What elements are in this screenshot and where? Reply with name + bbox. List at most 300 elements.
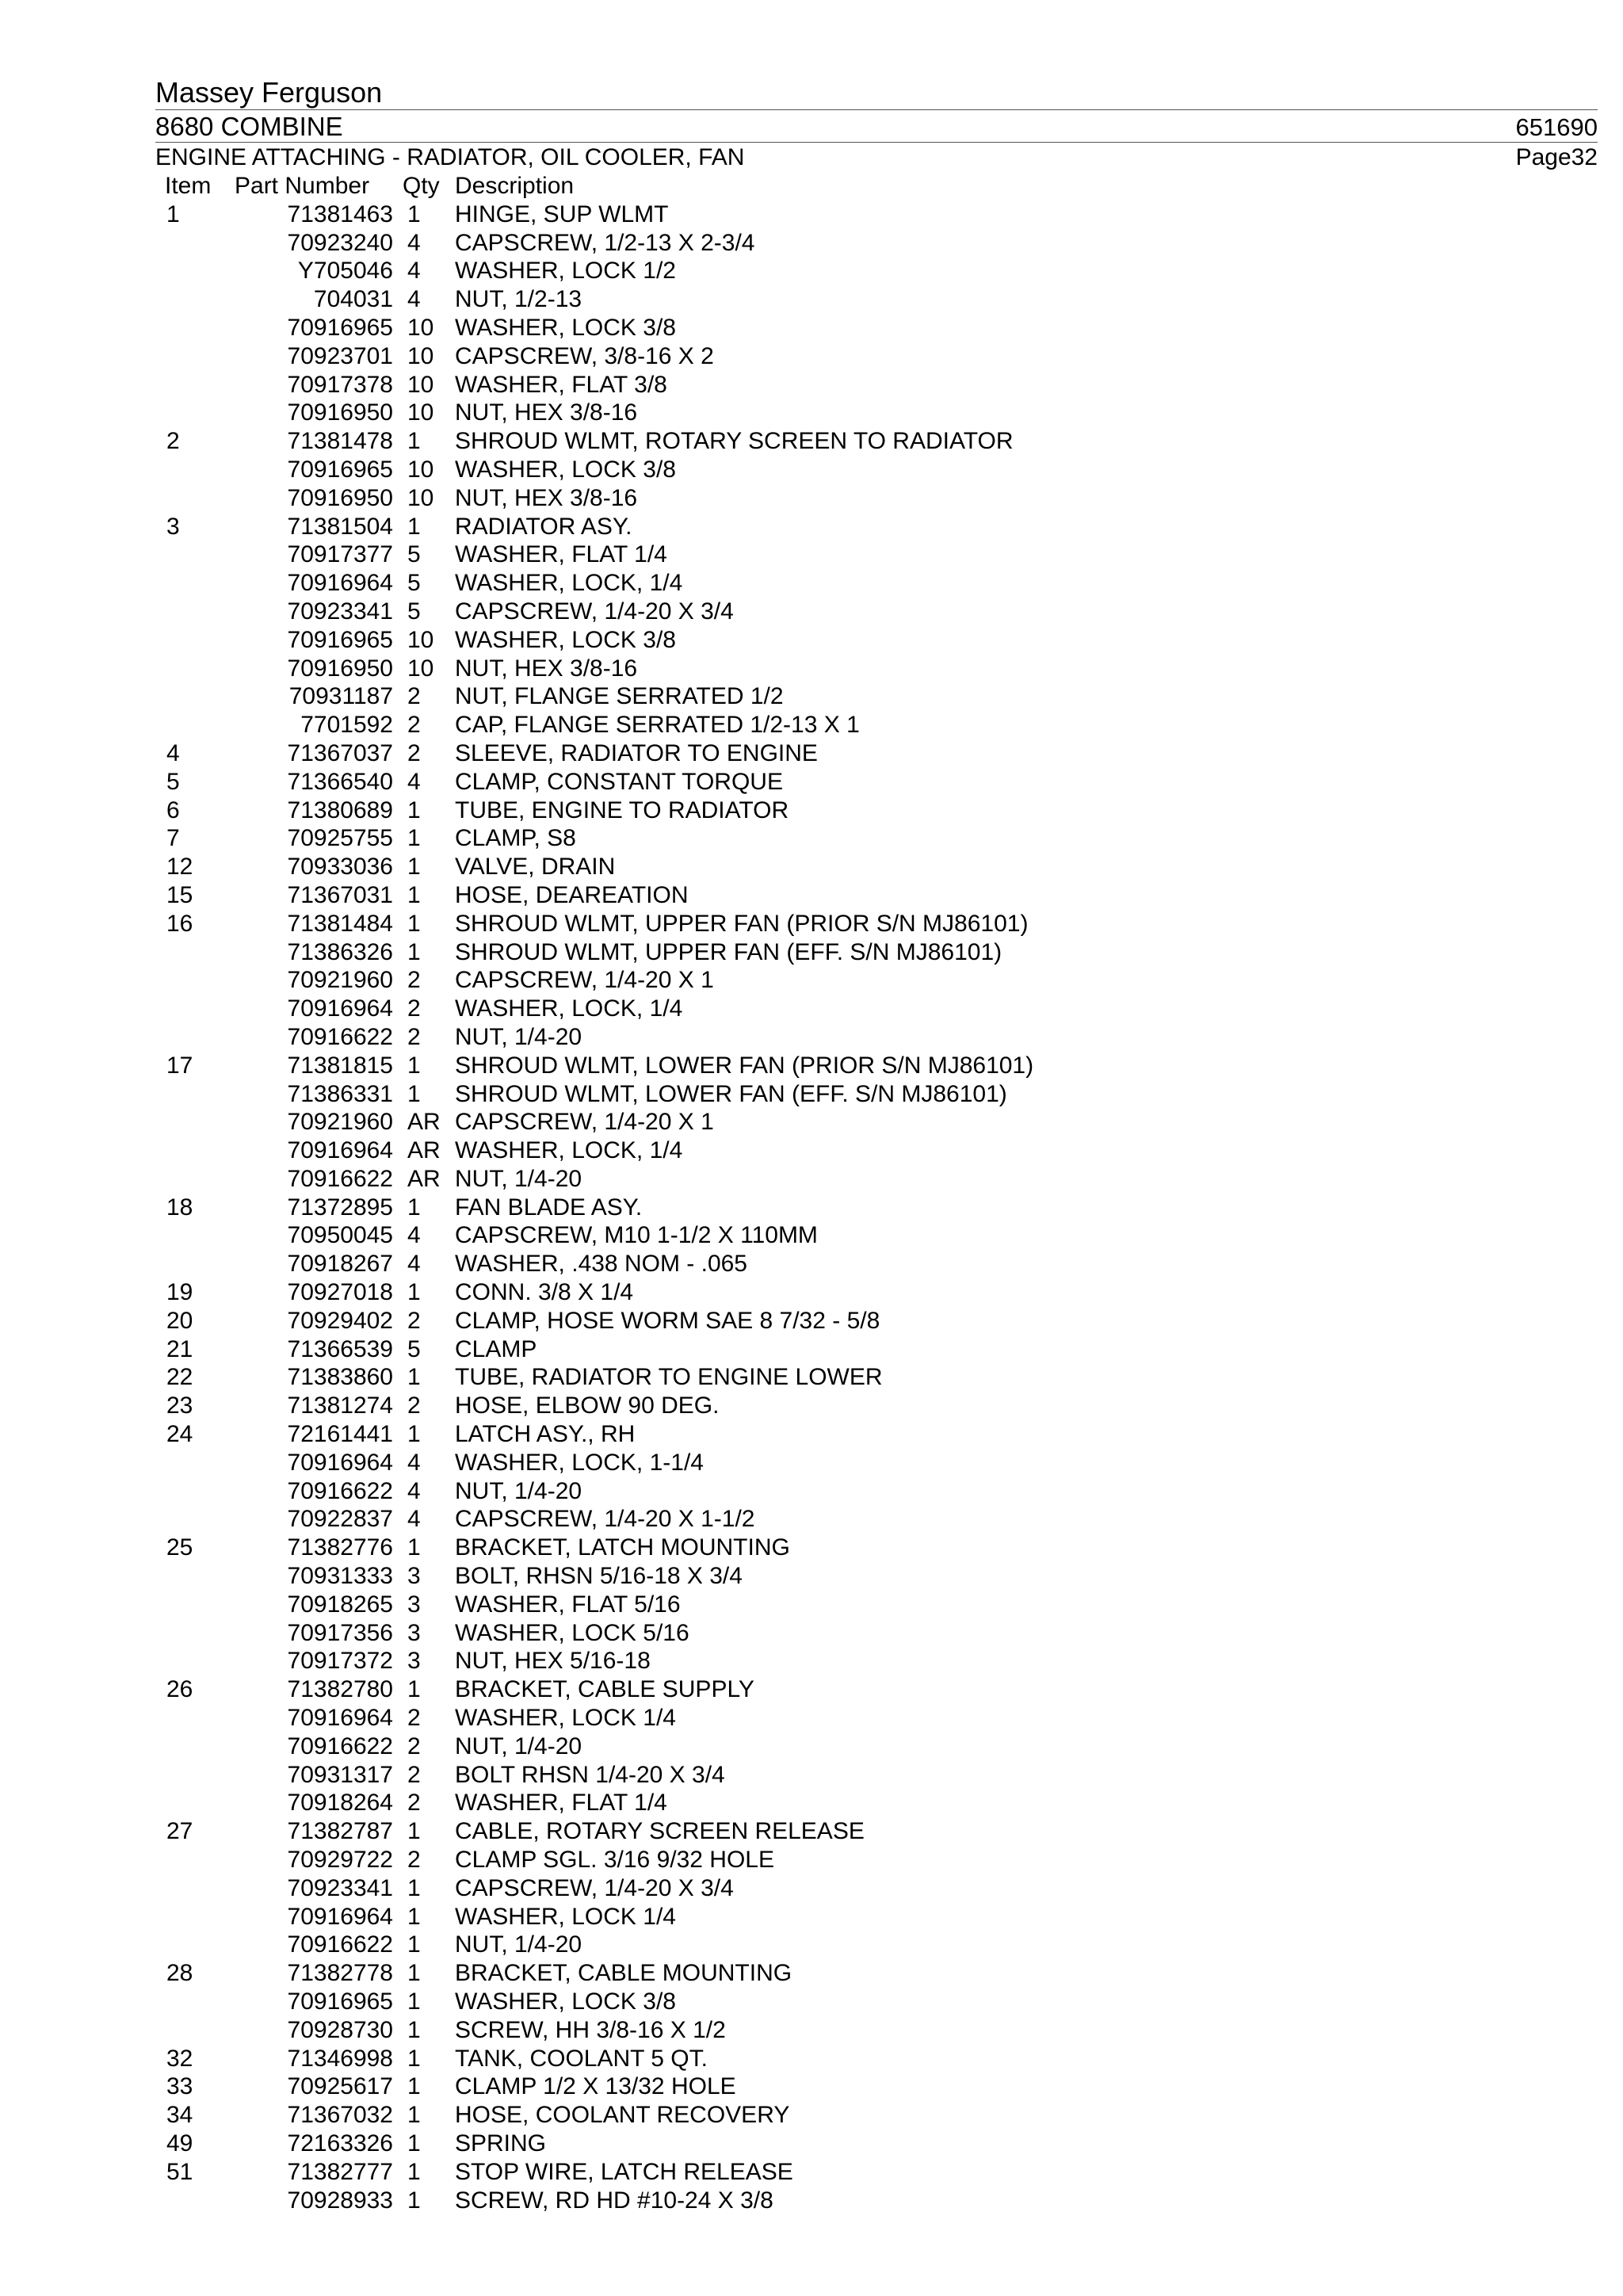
table-row xyxy=(155,201,1598,229)
quantity: 2 xyxy=(407,1307,421,1334)
table-row xyxy=(155,1307,1598,1335)
item-number: 21 xyxy=(166,1335,193,1362)
part-number: 70923701 xyxy=(287,342,393,369)
quantity: AR xyxy=(407,1165,441,1192)
table-row xyxy=(155,824,1598,853)
item-number: 16 xyxy=(166,910,193,937)
table-row xyxy=(155,739,1598,768)
quantity: 1 xyxy=(407,910,421,937)
table-row xyxy=(155,966,1598,995)
quantity: 1 xyxy=(407,1931,421,1958)
table-row xyxy=(155,229,1598,258)
table-row xyxy=(155,768,1598,797)
quantity: 1 xyxy=(407,2016,421,2043)
quantity: 2 xyxy=(407,1733,421,1759)
table-row xyxy=(155,626,1598,655)
part-number: 71386331 xyxy=(287,1080,393,1107)
brand-name: Massey Ferguson xyxy=(155,76,383,109)
quantity: 2 xyxy=(407,1392,421,1419)
quantity: 1 xyxy=(407,1279,421,1306)
item-number xyxy=(155,1449,235,1477)
part-number: 71382777 xyxy=(287,2158,393,2185)
part-number: 70916964 xyxy=(287,570,393,597)
quantity: 1 xyxy=(407,1052,421,1079)
quantity: 1 xyxy=(407,2158,421,2185)
quantity: 5 xyxy=(407,570,421,597)
description: NUT, 1/4-20 xyxy=(455,1477,582,1504)
table-row xyxy=(155,1789,1598,1817)
part-number: 71382776 xyxy=(287,1534,393,1561)
quantity: 1 xyxy=(407,825,421,852)
part-number: 70916964 xyxy=(287,995,393,1022)
item-number xyxy=(155,1704,235,1733)
table-row xyxy=(155,1817,1598,1846)
quantity: 10 xyxy=(407,655,434,682)
quantity: 4 xyxy=(407,1222,421,1249)
table-row xyxy=(155,399,1598,427)
description: WASHER, LOCK 1/2 xyxy=(455,258,676,285)
description: CAP, FLANGE SERRATED 1/2-13 X 1 xyxy=(455,712,860,739)
part-number: 71367031 xyxy=(287,881,393,908)
quantity: 1 xyxy=(407,2073,421,2100)
description: CONN. 3/8 X 1/4 xyxy=(455,1279,634,1306)
quantity: 1 xyxy=(407,1080,421,1107)
quantity: 5 xyxy=(407,598,421,625)
quantity: 1 xyxy=(407,1676,421,1703)
quantity: 4 xyxy=(407,1251,421,1278)
part-number: 70916622 xyxy=(287,1165,393,1192)
quantity: 4 xyxy=(407,286,421,313)
table-row xyxy=(155,711,1598,739)
table-row xyxy=(155,1647,1598,1675)
quantity: 1 xyxy=(407,1194,421,1221)
part-number: 71383860 xyxy=(287,1364,393,1391)
quantity: 10 xyxy=(407,314,434,341)
part-number: 71367032 xyxy=(287,2102,393,2129)
part-number: 70950045 xyxy=(287,1222,393,1249)
table-row xyxy=(155,682,1598,711)
part-number: 70931187 xyxy=(288,683,393,710)
quantity: 4 xyxy=(407,1506,421,1533)
item-number xyxy=(155,484,235,513)
item-number xyxy=(155,399,235,427)
part-number: 72161441 xyxy=(287,1421,393,1448)
description: WASHER, LOCK 5/16 xyxy=(455,1619,689,1646)
parts-table-body xyxy=(155,201,1598,2215)
item-number xyxy=(155,1505,235,1534)
table-row xyxy=(155,797,1598,825)
quantity: 2 xyxy=(407,1847,421,1874)
quantity: 3 xyxy=(407,1563,421,1590)
item-number: 5 xyxy=(166,768,180,795)
item-number: 33 xyxy=(166,2073,193,2100)
table-row xyxy=(155,1363,1598,1392)
description: NUT, 1/4-20 xyxy=(455,1733,582,1759)
description: SHROUD WLMT, LOWER FAN (PRIOR S/N MJ86101) xyxy=(455,1052,1034,1079)
item-number: 3 xyxy=(166,513,180,540)
section-title: ENGINE ATTACHING - RADIATOR, OIL COOLER, FAN xyxy=(155,144,745,170)
part-number: 70916964 xyxy=(287,1449,393,1476)
part-number: 70922837 xyxy=(287,1506,393,1533)
item-number xyxy=(155,1108,235,1137)
table-row xyxy=(155,2130,1598,2158)
quantity: 10 xyxy=(407,626,434,653)
table-row xyxy=(155,1534,1598,1562)
parts-list-page xyxy=(155,76,1598,2214)
quantity: 1 xyxy=(407,2102,421,2129)
table-row xyxy=(155,2016,1598,2045)
quantity: 4 xyxy=(407,258,421,285)
description: WASHER, FLAT 5/16 xyxy=(455,1591,681,1618)
description: NUT, 1/4-20 xyxy=(455,1165,582,1192)
table-row xyxy=(155,2158,1598,2187)
section-row xyxy=(155,143,1598,171)
description: CAPSCREW, 3/8-16 X 2 xyxy=(455,342,714,369)
item-number: 7 xyxy=(166,825,180,852)
part-number: 70923240 xyxy=(287,229,393,256)
item-number xyxy=(155,598,235,626)
description: WASHER, FLAT 3/8 xyxy=(455,371,667,398)
part-number: 70918267 xyxy=(287,1251,393,1278)
quantity: 1 xyxy=(407,938,421,965)
quantity: 5 xyxy=(407,541,421,568)
description: SCREW, HH 3/8-16 X 1/2 xyxy=(455,2016,726,2043)
description: WASHER, LOCK 1/4 xyxy=(455,1903,676,1930)
item-number xyxy=(155,2016,235,2045)
table-row xyxy=(155,1704,1598,1733)
table-row xyxy=(155,1846,1598,1874)
description: SHROUD WLMT, ROTARY SCREEN TO RADIATOR xyxy=(455,428,1014,455)
quantity: 3 xyxy=(407,1591,421,1618)
quantity: 2 xyxy=(407,1023,421,1050)
column-header-item: Item xyxy=(165,173,212,199)
description: WASHER, LOCK 1/4 xyxy=(455,1705,676,1732)
quantity: 4 xyxy=(407,229,421,256)
description: CAPSCREW, 1/4-20 X 1 xyxy=(455,1109,714,1136)
part-number: 70921960 xyxy=(287,1109,393,1136)
table-row xyxy=(155,257,1598,285)
table-row xyxy=(155,1052,1598,1080)
description: RADIATOR ASY. xyxy=(455,513,632,540)
description: CAPSCREW, 1/4-20 X 1 xyxy=(455,967,714,994)
description: HOSE, ELBOW 90 DEG. xyxy=(455,1392,720,1419)
part-number: 70916965 xyxy=(287,456,393,483)
item-number xyxy=(155,285,235,314)
table-row xyxy=(155,1250,1598,1278)
table-row xyxy=(155,1477,1598,1506)
quantity: 5 xyxy=(407,1335,421,1362)
item-number: 26 xyxy=(166,1676,193,1703)
quantity: 1 xyxy=(407,1874,421,1901)
item-number xyxy=(155,966,235,995)
part-number: 71381463 xyxy=(287,201,393,227)
item-number xyxy=(155,711,235,739)
part-number: 7701592 xyxy=(300,712,393,739)
description: SHROUD WLMT, LOWER FAN (EFF. S/N MJ86101) xyxy=(455,1080,1007,1107)
description: WASHER, .438 NOM - .065 xyxy=(455,1251,747,1278)
quantity: 4 xyxy=(407,768,421,795)
description: SCREW, RD HD #10-24 X 3/8 xyxy=(455,2187,773,2214)
part-number: 71382778 xyxy=(287,1960,393,1987)
item-number xyxy=(155,1846,235,1874)
table-row xyxy=(155,2073,1598,2101)
item-number xyxy=(155,2187,235,2215)
quantity: 2 xyxy=(407,683,421,710)
part-number: 71372895 xyxy=(287,1194,393,1221)
item-number: 23 xyxy=(166,1392,193,1419)
quantity: 1 xyxy=(407,428,421,455)
quantity: 1 xyxy=(407,1960,421,1987)
part-number: 70931317 xyxy=(287,1761,393,1788)
part-number: 70928730 xyxy=(287,2016,393,2043)
part-number: 70929722 xyxy=(287,1847,393,1874)
part-number: 71366540 xyxy=(287,768,393,795)
table-row xyxy=(155,1675,1598,1704)
item-number: 20 xyxy=(166,1307,193,1334)
item-number xyxy=(155,1874,235,1903)
part-number: 71366539 xyxy=(287,1335,393,1362)
item-number: 18 xyxy=(166,1194,193,1221)
description: TUBE, RADIATOR TO ENGINE LOWER xyxy=(455,1364,883,1391)
quantity: 4 xyxy=(407,1449,421,1476)
quantity: 1 xyxy=(407,2187,421,2214)
part-number: 70917372 xyxy=(287,1648,393,1675)
table-row xyxy=(155,1761,1598,1790)
quantity: 1 xyxy=(407,1421,421,1448)
item-number xyxy=(155,569,235,598)
quantity: AR xyxy=(407,1137,441,1164)
description: CLAMP, S8 xyxy=(455,825,576,852)
table-row xyxy=(155,1420,1598,1449)
description: NUT, 1/4-20 xyxy=(455,1023,582,1050)
description: CLAMP, CONSTANT TORQUE xyxy=(455,768,783,795)
part-number: 70917378 xyxy=(287,371,393,398)
item-number xyxy=(155,1080,235,1109)
description: NUT, 1/4-20 xyxy=(455,1931,582,1958)
description: CABLE, ROTARY SCREEN RELEASE xyxy=(455,1818,865,1845)
part-number: 70925617 xyxy=(287,2073,393,2100)
part-number: 70916950 xyxy=(287,484,393,511)
part-number: 71380689 xyxy=(287,797,393,823)
quantity: 1 xyxy=(407,2130,421,2157)
description: NUT, 1/2-13 xyxy=(455,286,582,313)
part-number: 70916965 xyxy=(287,626,393,653)
item-number xyxy=(155,1023,235,1052)
table-row xyxy=(155,1221,1598,1250)
table-row xyxy=(155,2187,1598,2215)
table-row xyxy=(155,1619,1598,1648)
column-headers xyxy=(155,172,1598,201)
description: WASHER, LOCK, 1-1/4 xyxy=(455,1449,704,1476)
item-number xyxy=(155,1647,235,1675)
part-number: 71382780 xyxy=(287,1676,393,1703)
table-row xyxy=(155,1392,1598,1420)
table-row xyxy=(155,314,1598,342)
quantity: 1 xyxy=(407,1534,421,1561)
part-number: 70917377 xyxy=(287,541,393,568)
model-title: 8680 COMBINE xyxy=(155,112,343,141)
description: NUT, HEX 3/8-16 xyxy=(455,399,638,426)
item-number xyxy=(155,1733,235,1761)
table-row xyxy=(155,1591,1598,1619)
description: CAPSCREW, M10 1-1/2 X 110MM xyxy=(455,1222,818,1249)
part-number: 70916950 xyxy=(287,399,393,426)
description: WASHER, FLAT 1/4 xyxy=(455,1790,667,1817)
item-number: 32 xyxy=(166,2045,193,2072)
table-row xyxy=(155,1959,1598,1988)
description: CAPSCREW, 1/4-20 X 3/4 xyxy=(455,598,734,625)
part-number: 70916964 xyxy=(287,1705,393,1732)
item-number xyxy=(155,229,235,258)
quantity: 2 xyxy=(407,1761,421,1788)
table-row xyxy=(155,371,1598,399)
quantity: 1 xyxy=(407,1903,421,1930)
description: VALVE, DRAIN xyxy=(455,854,616,881)
item-number: 15 xyxy=(166,881,193,908)
item-number xyxy=(155,371,235,399)
table-row xyxy=(155,1562,1598,1591)
part-number: 70929402 xyxy=(287,1307,393,1334)
part-number: 70928933 xyxy=(287,2187,393,2214)
part-number: 70916622 xyxy=(287,1931,393,1958)
quantity: AR xyxy=(407,1109,441,1136)
item-number xyxy=(155,1562,235,1591)
item-number: 22 xyxy=(166,1364,193,1391)
description: NUT, FLANGE SERRATED 1/2 xyxy=(455,683,784,710)
item-number xyxy=(155,626,235,655)
item-number: 6 xyxy=(166,797,180,823)
table-row xyxy=(155,484,1598,513)
table-row xyxy=(155,1505,1598,1534)
table-row xyxy=(155,1874,1598,1903)
description: CAPSCREW, 1/2-13 X 2-3/4 xyxy=(455,229,755,256)
part-number: 70918264 xyxy=(287,1790,393,1817)
part-number: 71381478 xyxy=(287,428,393,455)
item-number xyxy=(155,1619,235,1648)
table-row xyxy=(155,1449,1598,1477)
part-number: 71367037 xyxy=(287,739,393,766)
item-number: 25 xyxy=(166,1534,193,1561)
description: CLAMP xyxy=(455,1335,537,1362)
item-number xyxy=(155,655,235,683)
description: FAN BLADE ASY. xyxy=(455,1194,643,1221)
description: BOLT RHSN 1/4-20 X 3/4 xyxy=(455,1761,725,1788)
table-row xyxy=(155,1194,1598,1222)
quantity: 1 xyxy=(407,1364,421,1391)
description: WASHER, FLAT 1/4 xyxy=(455,541,667,568)
quantity: 1 xyxy=(407,2045,421,2072)
description: CAPSCREW, 1/4-20 X 3/4 xyxy=(455,1874,734,1901)
quantity: 10 xyxy=(407,484,434,511)
item-number xyxy=(155,1250,235,1278)
quantity: 1 xyxy=(407,1988,421,2015)
table-row xyxy=(155,1335,1598,1364)
quantity: 2 xyxy=(407,739,421,766)
description: BRACKET, CABLE SUPPLY xyxy=(455,1676,754,1703)
table-row xyxy=(155,853,1598,881)
quantity: 3 xyxy=(407,1619,421,1646)
column-header-description: Description xyxy=(455,173,575,199)
part-number: 71381504 xyxy=(287,513,393,540)
table-row xyxy=(155,1023,1598,1052)
model-row xyxy=(155,110,1598,142)
column-header-part-number: Part Number xyxy=(235,173,370,199)
quantity: 2 xyxy=(407,712,421,739)
table-row xyxy=(155,1903,1598,1931)
item-number: 28 xyxy=(166,1960,193,1987)
table-row xyxy=(155,938,1598,967)
description: CAPSCREW, 1/4-20 X 1-1/2 xyxy=(455,1506,755,1533)
quantity: 2 xyxy=(407,1705,421,1732)
description: STOP WIRE, LATCH RELEASE xyxy=(455,2158,793,2185)
item-number: 12 xyxy=(166,854,193,881)
quantity: 10 xyxy=(407,371,434,398)
item-number xyxy=(155,938,235,967)
description: SPRING xyxy=(455,2130,547,2157)
item-number xyxy=(155,456,235,484)
table-row xyxy=(155,598,1598,626)
column-header-qty: Qty xyxy=(403,173,440,199)
table-row xyxy=(155,1733,1598,1761)
table-row xyxy=(155,1988,1598,2016)
part-number: 70916622 xyxy=(287,1023,393,1050)
description: SLEEVE, RADIATOR TO ENGINE xyxy=(455,739,818,766)
item-number xyxy=(155,1221,235,1250)
table-row xyxy=(155,427,1598,456)
item-number xyxy=(155,342,235,371)
quantity: 1 xyxy=(407,881,421,908)
item-number xyxy=(155,1789,235,1817)
description: TANK, COOLANT 5 QT. xyxy=(455,2045,708,2072)
quantity: 1 xyxy=(407,854,421,881)
page-number: Page32 xyxy=(1515,144,1598,170)
item-number: 49 xyxy=(166,2130,193,2157)
description: CLAMP 1/2 X 13/32 HOLE xyxy=(455,2073,736,2100)
item-number: 24 xyxy=(166,1421,193,1448)
item-number xyxy=(155,1988,235,2016)
table-row xyxy=(155,2045,1598,2073)
part-number: 70918265 xyxy=(287,1591,393,1618)
part-number: 70923341 xyxy=(287,1874,393,1901)
quantity: 3 xyxy=(407,1648,421,1675)
part-number: 72163326 xyxy=(287,2130,393,2157)
table-row xyxy=(155,541,1598,569)
table-row xyxy=(155,1108,1598,1137)
part-number: 70916965 xyxy=(287,1988,393,2015)
table-row xyxy=(155,569,1598,598)
quantity: 2 xyxy=(407,995,421,1022)
quantity: 2 xyxy=(407,1790,421,1817)
description: CLAMP, HOSE WORM SAE 8 7/32 - 5/8 xyxy=(455,1307,880,1334)
table-row xyxy=(155,1137,1598,1165)
item-number: 27 xyxy=(166,1818,193,1845)
description: BOLT, RHSN 5/16-18 X 3/4 xyxy=(455,1563,743,1590)
description: NUT, HEX 5/16-18 xyxy=(455,1648,651,1675)
table-row xyxy=(155,342,1598,371)
part-number: 71346998 xyxy=(287,2045,393,2072)
quantity: 2 xyxy=(407,967,421,994)
table-row xyxy=(155,1080,1598,1109)
quantity: 1 xyxy=(407,797,421,823)
quantity: 10 xyxy=(407,456,434,483)
description: WASHER, LOCK 3/8 xyxy=(455,626,676,653)
item-number xyxy=(155,1761,235,1790)
quantity: 10 xyxy=(407,399,434,426)
part-number: 70925755 xyxy=(287,825,393,852)
table-row xyxy=(155,995,1598,1023)
description: CLAMP SGL. 3/16 9/32 HOLE xyxy=(455,1847,774,1874)
description: WASHER, LOCK 3/8 xyxy=(455,1988,676,2015)
